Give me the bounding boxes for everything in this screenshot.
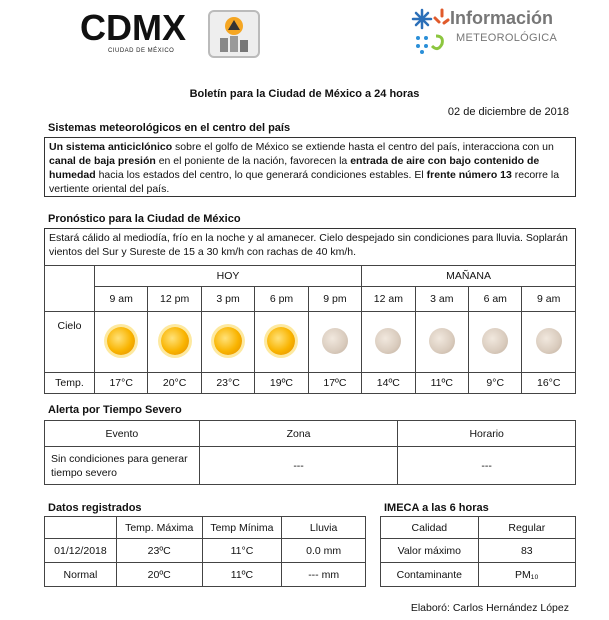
- records-normal-rain: --- mm: [282, 563, 366, 587]
- imeca-table: [380, 516, 576, 587]
- alert-header-event: Evento: [45, 421, 200, 447]
- records-header-max: Temp. Máxima: [116, 517, 202, 539]
- times-row: [45, 287, 576, 312]
- forecast-time: 12 pm: [148, 287, 201, 312]
- forecast-temp: 11ºC: [415, 373, 468, 394]
- forecast-temp: 23°C: [201, 373, 254, 394]
- forecast-time: 9 am: [94, 287, 147, 312]
- forecast-corner: [45, 266, 95, 312]
- forecast-time: 3 am: [415, 287, 468, 312]
- forecast-temp: 14ºC: [362, 373, 415, 394]
- forecast-sky-cell: [308, 312, 361, 373]
- records-row-rain: 0.0 mm: [282, 539, 366, 563]
- imeca-pollutant-value: PM₁₀: [478, 563, 575, 587]
- forecast-temp: 19ºC: [255, 373, 308, 394]
- systems-highlight: Un sistema anticiclónico: [49, 141, 173, 153]
- forecast-table: [44, 265, 576, 394]
- systems-highlight: frente número 13: [426, 169, 512, 181]
- tomorrow-header: MAÑANA: [362, 266, 576, 287]
- systems-text-part: hacia los estados del centro, lo que generará condiciones estables. El: [95, 169, 427, 181]
- clear-night-icon: [322, 328, 348, 354]
- imeca-title: IMECA a las 6 horas: [384, 502, 489, 514]
- systems-highlight: canal de baja presión: [49, 155, 156, 167]
- forecast-temp: 17°C: [94, 373, 147, 394]
- records-normal-label: Normal: [45, 563, 117, 587]
- cdmx-logo-text: CDMX: [80, 7, 186, 48]
- records-table: [44, 516, 366, 587]
- imeca-quality-label: Calidad: [381, 517, 479, 539]
- cdmx-logo: [80, 8, 270, 60]
- forecast-temp: 16°C: [522, 373, 576, 394]
- systems-text-part: sobre el golfo de México se extiende hasta el centro del país, interacciona con un: [172, 141, 554, 153]
- alert-zone-value: ---: [199, 447, 398, 485]
- info-logo-subtitle: METEOROLÓGICA: [456, 32, 558, 44]
- alert-schedule-value: ---: [398, 447, 576, 485]
- systems-text-part: en el poniente de la nación, favorecen la: [155, 155, 351, 167]
- forecast-time: 6 pm: [255, 287, 308, 312]
- sunny-icon: [267, 327, 295, 355]
- info-logo-title: Información: [450, 8, 554, 28]
- records-normal-max: 20ºC: [116, 563, 202, 587]
- records-normal-min: 11ºC: [202, 563, 282, 587]
- weather-logo-icon: [410, 6, 450, 56]
- forecast-temp: 17ºC: [308, 373, 361, 394]
- forecast-time: 9 am: [522, 287, 576, 312]
- forecast-sky-cell: [469, 312, 522, 373]
- clear-night-icon: [536, 328, 562, 354]
- bulletin-date: 02 de diciembre de 2018: [447, 106, 569, 118]
- alert-event-value: Sin condiciones para generar tiempo severo: [45, 447, 200, 485]
- temp-row: [45, 373, 576, 394]
- systems-text-part: recorre la vertiente oriental del país.: [49, 169, 560, 195]
- systems-highlight: entrada de aire con bajo contenido de humedad: [49, 155, 540, 181]
- forecast-sky-cell: [201, 312, 254, 373]
- records-row-min: 11°C: [202, 539, 282, 563]
- records-header-rain: Lluvia: [282, 517, 366, 539]
- imeca-max-label: Valor máximo: [381, 539, 479, 563]
- sky-row: [45, 312, 576, 373]
- alert-title: Alerta por Tiempo Severo: [48, 404, 182, 416]
- records-title: Datos registrados: [48, 502, 142, 514]
- forecast-sky-cell: [415, 312, 468, 373]
- bulletin-title: Boletín para la Ciudad de México a 24 horas: [189, 88, 420, 100]
- sunny-icon: [161, 327, 189, 355]
- forecast-title: Pronóstico para la Ciudad de México: [48, 213, 241, 225]
- records-header-blank: [45, 517, 117, 539]
- forecast-sky-cell: [255, 312, 308, 373]
- clear-night-icon: [375, 328, 401, 354]
- cdmx-emblem-icon: [208, 10, 260, 58]
- today-header: HOY: [94, 266, 361, 287]
- records-header-min: Temp Mínima: [202, 517, 282, 539]
- forecast-sky-cell: [94, 312, 147, 373]
- records-row-date: 01/12/2018: [45, 539, 117, 563]
- forecast-time: 6 am: [469, 287, 522, 312]
- clear-night-icon: [482, 328, 508, 354]
- forecast-time: 9 pm: [308, 287, 361, 312]
- forecast-sky-cell: [362, 312, 415, 373]
- forecast-text: Estará cálido al mediodía, frío en la noche y al amanecer. Cielo despejado sin condiciones para lluvia. Soplarán vientos del Sur y Sureste de 15 a 30 km/h con rachas de 40 km/h.: [44, 228, 576, 266]
- forecast-time: 3 pm: [201, 287, 254, 312]
- cdmx-logo-subtitle: CIUDAD DE MÉXICO: [108, 48, 175, 54]
- clear-night-icon: [429, 328, 455, 354]
- sunny-icon: [107, 327, 135, 355]
- forecast-time: 12 am: [362, 287, 415, 312]
- temp-label: Temp.: [45, 373, 95, 394]
- alert-header-zone: Zona: [199, 421, 398, 447]
- forecast-temp: 9°C: [469, 373, 522, 394]
- systems-text: [44, 137, 576, 197]
- forecast-sky-cell: [148, 312, 201, 373]
- prepared-by: Elaboró: Carlos Hernández López: [410, 602, 569, 614]
- sunny-icon: [214, 327, 242, 355]
- alert-header-schedule: Horario: [398, 421, 576, 447]
- forecast-temp: 20°C: [148, 373, 201, 394]
- forecast-sky-cell: [522, 312, 576, 373]
- alert-table: [44, 420, 576, 485]
- imeca-max-value: 83: [478, 539, 575, 563]
- records-row-max: 23ºC: [116, 539, 202, 563]
- imeca-quality-value: Regular: [478, 517, 575, 539]
- systems-title: Sistemas meteorológicos en el centro del país: [48, 122, 291, 134]
- imeca-pollutant-label: Contaminante: [381, 563, 479, 587]
- info-meteorologica-logo: [410, 6, 580, 58]
- sky-label: Cielo: [45, 312, 95, 373]
